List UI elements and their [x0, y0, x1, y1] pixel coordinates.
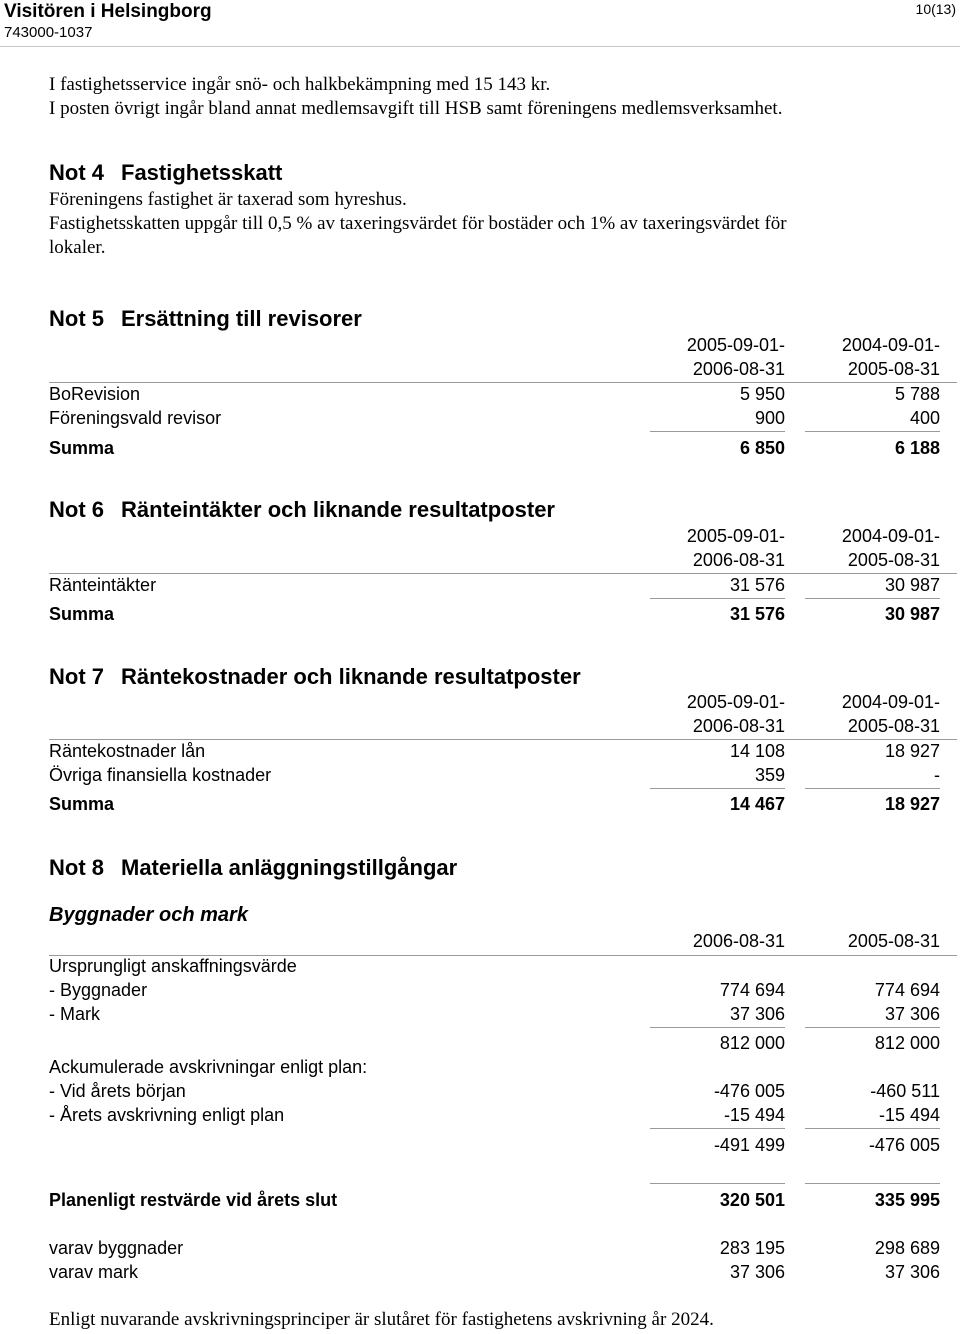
residual-value-current: 320 501 — [719, 1190, 785, 1210]
sum-value-prior: 6 188 — [894, 438, 940, 458]
row-value-current: 283 195 — [719, 1238, 785, 1258]
residual-value-prior: 335 995 — [874, 1190, 940, 1210]
period-header-prior-start: 2004-09-01- — [841, 335, 940, 355]
row-label: Räntekostnader lån — [49, 741, 206, 761]
subtotal-rule-current — [650, 1128, 785, 1129]
subtotal-rule-prior — [805, 1128, 940, 1129]
note-number: Not 8 — [49, 855, 104, 880]
row-value-current: 359 — [754, 765, 785, 785]
sum-value-current: 6 850 — [739, 438, 785, 458]
note-4-heading — [49, 160, 282, 186]
row-value-prior: 18 927 — [884, 741, 940, 761]
row-value-prior: -460 511 — [870, 1081, 940, 1101]
header-divider — [0, 46, 960, 47]
period-header-current-start: 2005-09-01- — [686, 335, 785, 355]
note-4-line-1: Föreningens fastighet är taxerad som hyreshus. — [49, 189, 407, 210]
note-title: Ränteintäkter och liknande resultatposter — [121, 497, 555, 522]
row-value-prior: 5 788 — [894, 384, 940, 404]
table-header-rule — [49, 382, 957, 383]
date-header-current: 2006-08-31 — [692, 931, 785, 951]
row-value-current: 37 306 — [729, 1004, 785, 1024]
row-value-prior: - — [934, 765, 940, 785]
page-number: 10(13) — [915, 1, 956, 17]
row-value-current: -476 005 — [713, 1081, 785, 1101]
date-header-prior: 2005-08-31 — [847, 931, 940, 951]
intro-line-2: I posten övrigt ingår bland annat medlemsavgift till HSB samt föreningens medlemsverksamhet. — [49, 98, 783, 119]
period-header-prior-end: 2005-08-31 — [847, 550, 940, 570]
row-value-current: 37 306 — [729, 1262, 785, 1282]
note-number: Not 5 — [49, 306, 104, 331]
period-header-prior-end: 2005-08-31 — [847, 716, 940, 736]
period-header-prior-start: 2004-09-01- — [841, 692, 940, 712]
subtotal-rule-prior — [805, 1027, 940, 1028]
depreciation-note: Enligt nuvarande avskrivningsprinciper är slutåret för fastighetens avskrivning år 2024. — [49, 1309, 714, 1330]
acquisition-total-current: 812 000 — [719, 1033, 785, 1053]
depreciation-label: Ackumulerade avskrivningar enligt plan: — [49, 1057, 368, 1077]
sum-rule-prior — [805, 598, 940, 599]
period-header-current-start: 2005-09-01- — [686, 692, 785, 712]
note-4-line-2: Fastighetsskatten uppgår till 0,5 % av taxeringsvärdet för bostäder och 1% av taxeringsvärdet för — [49, 213, 787, 234]
period-header-prior-end: 2005-08-31 — [847, 359, 940, 379]
intro-line-1: I fastighetsservice ingår snö- och halkbekämpning med 15 143 kr. — [49, 74, 551, 95]
depreciation-total-prior: -476 005 — [868, 1135, 940, 1155]
period-header-prior-start: 2004-09-01- — [841, 526, 940, 546]
row-value-current: 31 576 — [729, 575, 785, 595]
note-8-heading — [49, 855, 457, 881]
row-value-prior: 774 694 — [874, 980, 940, 1000]
sum-rule-prior — [805, 431, 940, 432]
row-label: - Mark — [49, 1004, 100, 1024]
table-header-rule — [49, 739, 957, 740]
sum-label: Summa — [49, 794, 115, 814]
note-6-heading — [49, 497, 555, 523]
note-number: Not 6 — [49, 497, 104, 522]
residual-label: Planenligt restvärde vid årets slut — [49, 1190, 338, 1210]
row-value-current: 900 — [754, 408, 785, 428]
sum-rule-current — [650, 431, 785, 432]
period-header-current-end: 2006-08-31 — [692, 716, 785, 736]
row-label: - Byggnader — [49, 980, 148, 1000]
row-value-prior: 37 306 — [884, 1004, 940, 1024]
note-number: Not 4 — [49, 160, 104, 185]
sum-rule-current — [650, 598, 785, 599]
subtotal-rule-current — [650, 1027, 785, 1028]
period-header-current-end: 2006-08-31 — [692, 550, 785, 570]
depreciation-total-current: -491 499 — [713, 1135, 785, 1155]
row-label: - Vid årets början — [49, 1081, 186, 1101]
table-header-rule — [49, 573, 957, 574]
row-label: Övriga finansiella kostnader — [49, 765, 272, 785]
row-value-current: 14 108 — [729, 741, 785, 761]
row-value-prior: 30 987 — [884, 575, 940, 595]
note-title: Räntekostnader och liknande resultatposter — [121, 664, 581, 689]
row-label: BoRevision — [49, 384, 141, 404]
row-label: Föreningsvald revisor — [49, 408, 222, 428]
note-4-line-3: lokaler. — [49, 237, 106, 258]
acquisition-label: Ursprungligt anskaffningsvärde — [49, 956, 297, 976]
row-label: - Årets avskrivning enligt plan — [49, 1105, 285, 1125]
sum-value-current: 31 576 — [729, 604, 785, 624]
row-value-current: -15 494 — [723, 1105, 785, 1125]
sum-value-current: 14 467 — [729, 794, 785, 814]
note-number: Not 7 — [49, 664, 104, 689]
organization-number: 743000-1037 — [4, 24, 93, 41]
row-value-prior: 298 689 — [874, 1238, 940, 1258]
sum-label: Summa — [49, 604, 115, 624]
residual-rule-current — [650, 1183, 785, 1184]
note-title: Fastighetsskatt — [121, 160, 283, 185]
note-7-heading — [49, 664, 581, 690]
note-title: Ersättning till revisorer — [121, 306, 362, 331]
row-value-prior: 400 — [909, 408, 940, 428]
row-value-current: 774 694 — [719, 980, 785, 1000]
organization-name: Visitören i Helsingborg — [4, 1, 212, 22]
row-label: Ränteintäkter — [49, 575, 157, 595]
residual-rule-prior — [805, 1183, 940, 1184]
row-label: varav mark — [49, 1262, 139, 1282]
sum-value-prior: 30 987 — [884, 604, 940, 624]
period-header-current-start: 2005-09-01- — [686, 526, 785, 546]
period-header-current-end: 2006-08-31 — [692, 359, 785, 379]
row-label: varav byggnader — [49, 1238, 184, 1258]
sum-value-prior: 18 927 — [884, 794, 940, 814]
note-5-heading — [49, 306, 362, 332]
sum-rule-prior — [805, 788, 940, 789]
row-value-prior: 37 306 — [884, 1262, 940, 1282]
note-title: Materiella anläggningstillgångar — [121, 855, 458, 880]
acquisition-total-prior: 812 000 — [874, 1033, 940, 1053]
subheading-buildings-land: Byggnader och mark — [49, 904, 248, 926]
sum-rule-current — [650, 788, 785, 789]
sum-label: Summa — [49, 438, 115, 458]
row-value-prior: -15 494 — [878, 1105, 940, 1125]
row-value-current: 5 950 — [739, 384, 785, 404]
